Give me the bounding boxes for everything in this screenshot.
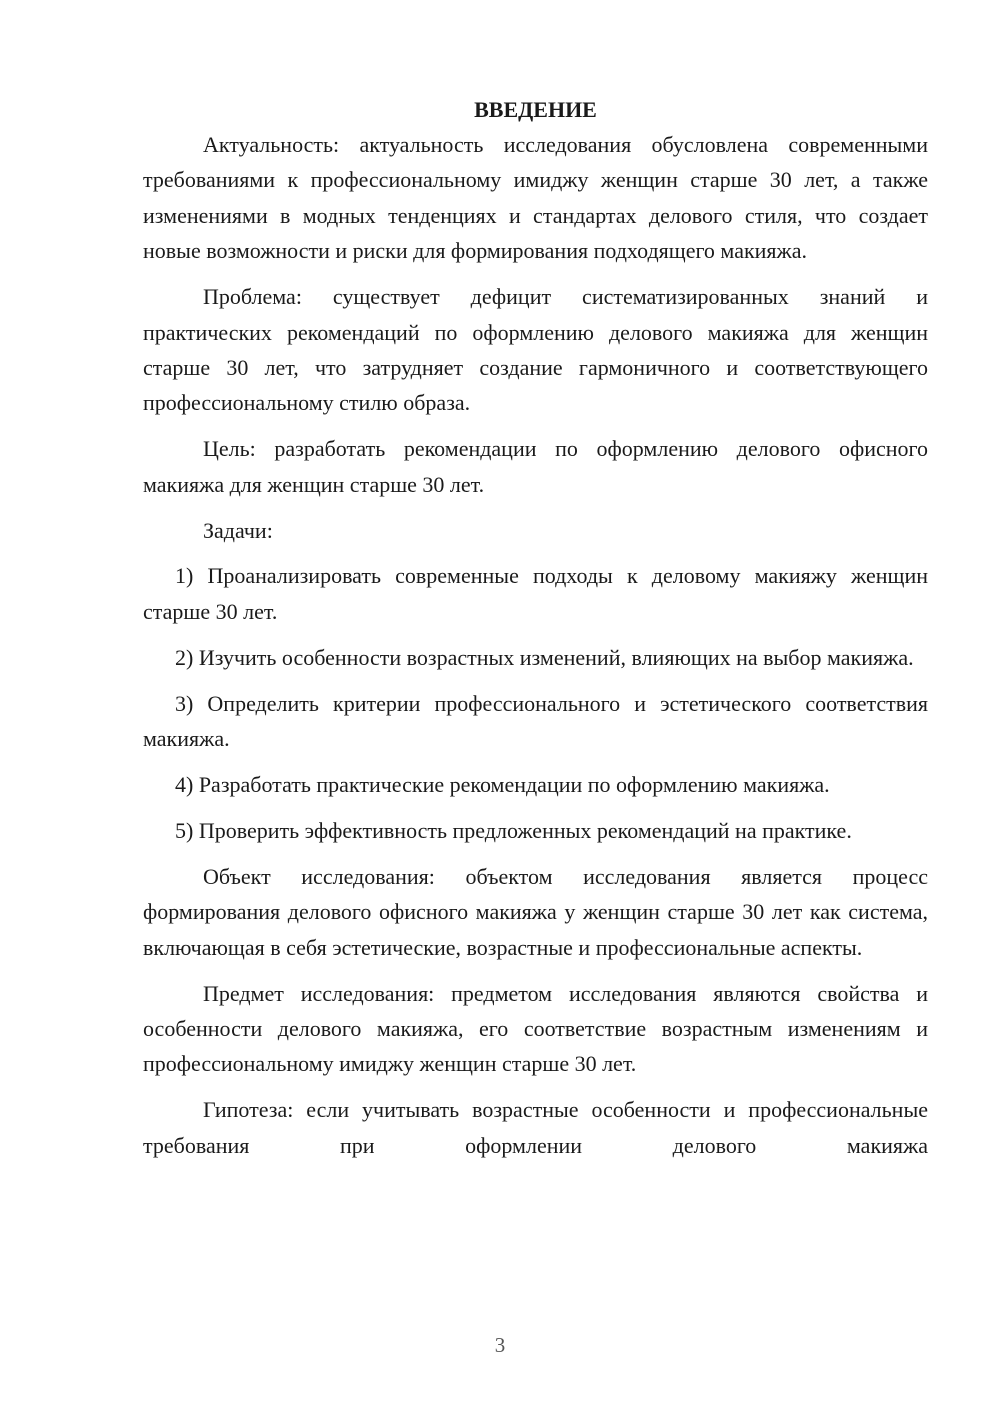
task-item-5: 5) Проверить эффективность предложенных рекомендаций на практике. — [175, 817, 852, 843]
page-number: 3 — [494, 1333, 506, 1357]
paragraph-relevance: Актуальность: актуальность исследования обусловлена современными требованиями к профессиональному имиджу женщин старше 30 лет, а также изменениями в модных тенденциях и стандартах делового стиля, что создает новые возможности и риски для формирования подходящего макияжа. — [143, 132, 928, 264]
section-title: ВВЕДЕНИЕ — [474, 97, 597, 122]
paragraph-problem: Проблема: существует дефицит систематизированных знаний и практических рекомендаций по оформлению делового макияжа для женщин старше 30 лет, что затрудняет создание гармоничного и соответствующего профессиональному стилю образа. — [143, 284, 928, 416]
task-item-1: 1) Проанализировать современные подходы к деловому макияжу женщин старше 30 лет. — [143, 563, 928, 624]
paragraph-hypothesis: Гипотеза: если учитывать возрастные особенности и профессиональные требования при оформлении делового макияжа — [143, 1097, 928, 1158]
paragraph-goal: Цель: разработать рекомендации по оформлению делового офисного макияжа для женщин старше 30 лет. — [143, 436, 928, 497]
paragraph-subject: Предмет исследования: предметом исследования являются свойства и особенности делового макияжа, его соответствие возрастным изменениям и профессиональному имиджу женщин старше 30 лет. — [143, 980, 928, 1077]
paragraph-object: Объект исследования: объектом исследования является процесс формирования делового офисного макияжа у женщин старше 30 лет как система, включающая в себя эстетические, возрастные и профессиональные аспекты. — [143, 863, 928, 960]
document-page — [143, 92, 928, 1163]
task-item-4: 4) Разработать практические рекомендации по оформлению макияжа. — [175, 772, 830, 797]
task-item-2: 2) Изучить особенности возрастных изменений, влияющих на выбор макияжа. — [175, 644, 914, 670]
tasks-heading: Задачи: — [203, 517, 273, 543]
task-item-3: 3) Определить критерии профессионального и эстетического соответствия макияжа. — [143, 690, 928, 752]
